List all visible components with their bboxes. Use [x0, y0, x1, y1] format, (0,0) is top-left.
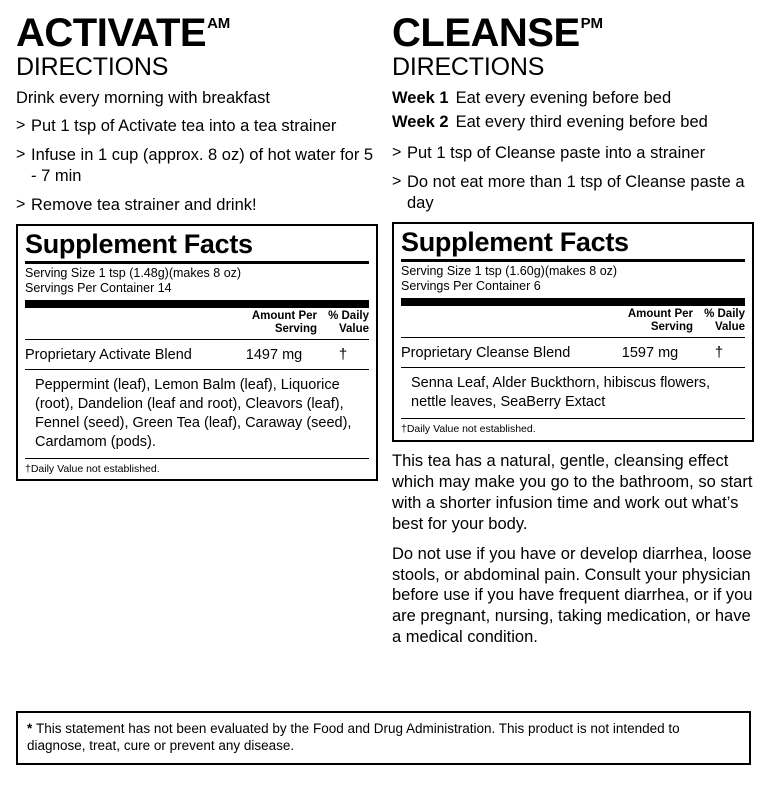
- blend-daily-value: †: [338, 346, 348, 364]
- table-row: [25, 342, 369, 367]
- list-item-text: Do not eat more than 1 tsp of Cleanse paste a day: [407, 173, 745, 213]
- cleanse-title: CLEANSE: [392, 11, 580, 55]
- daily-value-footnote: †Daily Value not established.: [401, 423, 536, 436]
- divider: [401, 367, 745, 368]
- cleanse-week-schedule: [392, 88, 754, 133]
- column-cleanse: [392, 11, 754, 648]
- column-header-daily-value: % Daily Value: [704, 308, 745, 334]
- servings-per-container: Servings Per Container 6: [401, 279, 541, 294]
- chevron-right-icon: >: [16, 145, 26, 163]
- chevron-right-icon: >: [16, 116, 26, 134]
- activate-subtitle: DIRECTIONS: [16, 53, 169, 81]
- disclaimer-star: *: [27, 720, 37, 736]
- week-text: Eat every evening before bed: [455, 89, 672, 108]
- blend-amount: 1597 mg: [621, 345, 679, 362]
- list-item-text: Remove tea strainer and drink!: [31, 196, 257, 215]
- activate-heading: [16, 11, 378, 55]
- list-item: [392, 172, 754, 214]
- divider: [401, 337, 745, 338]
- column-header-amount: Amount Per Serving: [251, 309, 317, 336]
- serving-size: Serving Size 1 tsp (1.60g)(makes 8 oz): [401, 263, 618, 278]
- divider: [25, 300, 369, 308]
- table-row: [401, 340, 745, 365]
- week-text: Eat every third evening before bed: [455, 112, 708, 131]
- divider: [25, 261, 369, 264]
- two-column-layout: [16, 11, 753, 648]
- blend-daily-value: †: [714, 344, 724, 362]
- list-item: [16, 195, 378, 216]
- divider: [25, 458, 369, 459]
- list-item: [16, 116, 378, 137]
- supplement-facts-title: Supplement Facts: [401, 227, 629, 258]
- cleanse-warning-paragraph: Do not use if you have or develop diarrhea, loose stools, or abdominal pain. Consult your physician before use if you have frequent diarrhea, or if you are pregnant, nursing, taking medication, or have a medical condition.: [392, 544, 753, 647]
- chevron-right-icon: >: [392, 173, 402, 191]
- ingredients-text: Peppermint (leaf), Lemon Balm (leaf), Liquorice (root), Dandelion (leaf and root), Cleavors (leaf), Fennel (seed), Green Tea (leaf), Caraway (seed), Cardamom (pods).: [35, 377, 352, 450]
- supplement-facts-column-headers: [25, 308, 369, 337]
- supplement-facts-column-headers: [401, 306, 745, 335]
- activate-title-superscript: AM: [207, 15, 230, 32]
- week-line: [392, 88, 754, 109]
- chevron-right-icon: >: [392, 144, 402, 162]
- disclaimer-text: This statement has not been evaluated by the Food and Drug Administration. This product is not intended to diagnose, treat, cure or prevent any disease.: [27, 720, 680, 754]
- cleanse-title-superscript: PM: [580, 15, 603, 32]
- supplement-facts-title: Supplement Facts: [25, 229, 253, 260]
- divider: [25, 339, 369, 340]
- daily-value-footnote: †Daily Value not established.: [25, 462, 160, 475]
- cleanse-note-paragraph: This tea has a natural, gentle, cleansing effect which may make you go to the bathroom, so start with a shorter infusion time and work out what’s best for your body.: [392, 451, 753, 533]
- servings-per-container: Servings Per Container 14: [25, 281, 172, 296]
- list-item-text: Put 1 tsp of Cleanse paste into a strainer: [407, 144, 706, 163]
- activate-title: ACTIVATE: [16, 11, 207, 55]
- divider: [401, 259, 745, 262]
- activate-lead-text: Drink every morning with breakfast: [16, 89, 271, 108]
- list-item-text: Infuse in 1 cup (approx. 8 oz) of hot water for 5 - 7 min: [31, 145, 374, 186]
- blend-name: Proprietary Cleanse Blend: [401, 345, 571, 362]
- divider: [25, 369, 369, 370]
- column-header-daily-value: % Daily Value: [328, 309, 369, 336]
- divider: [401, 298, 745, 306]
- divider: [401, 418, 745, 419]
- cleanse-subtitle: DIRECTIONS: [392, 53, 545, 81]
- list-item: [16, 145, 378, 187]
- fda-disclaimer: [16, 711, 751, 765]
- week-label: Week 1: [392, 89, 449, 108]
- column-activate: [16, 11, 378, 481]
- ingredients-text: Senna Leaf, Alder Buckthorn, hibiscus flowers, nettle leaves, SeaBerry Extact: [411, 375, 711, 411]
- week-label: Week 2: [392, 112, 449, 131]
- blend-amount: 1497 mg: [245, 347, 303, 364]
- cleanse-heading: [392, 11, 754, 55]
- column-header-amount: Amount Per Serving: [627, 308, 693, 334]
- cleanse-directions-list: [392, 143, 754, 214]
- blend-name: Proprietary Activate Blend: [25, 347, 192, 364]
- supplement-facts-panel-cleanse: [392, 222, 754, 441]
- list-item: [392, 143, 754, 164]
- activate-directions-list: [16, 116, 378, 216]
- chevron-right-icon: >: [16, 196, 26, 214]
- list-item-text: Put 1 tsp of Activate tea into a tea strainer: [31, 116, 337, 135]
- supplement-facts-panel-activate: [16, 224, 378, 481]
- serving-size: Serving Size 1 tsp (1.48g)(makes 8 oz): [25, 265, 242, 280]
- week-line: [392, 112, 754, 133]
